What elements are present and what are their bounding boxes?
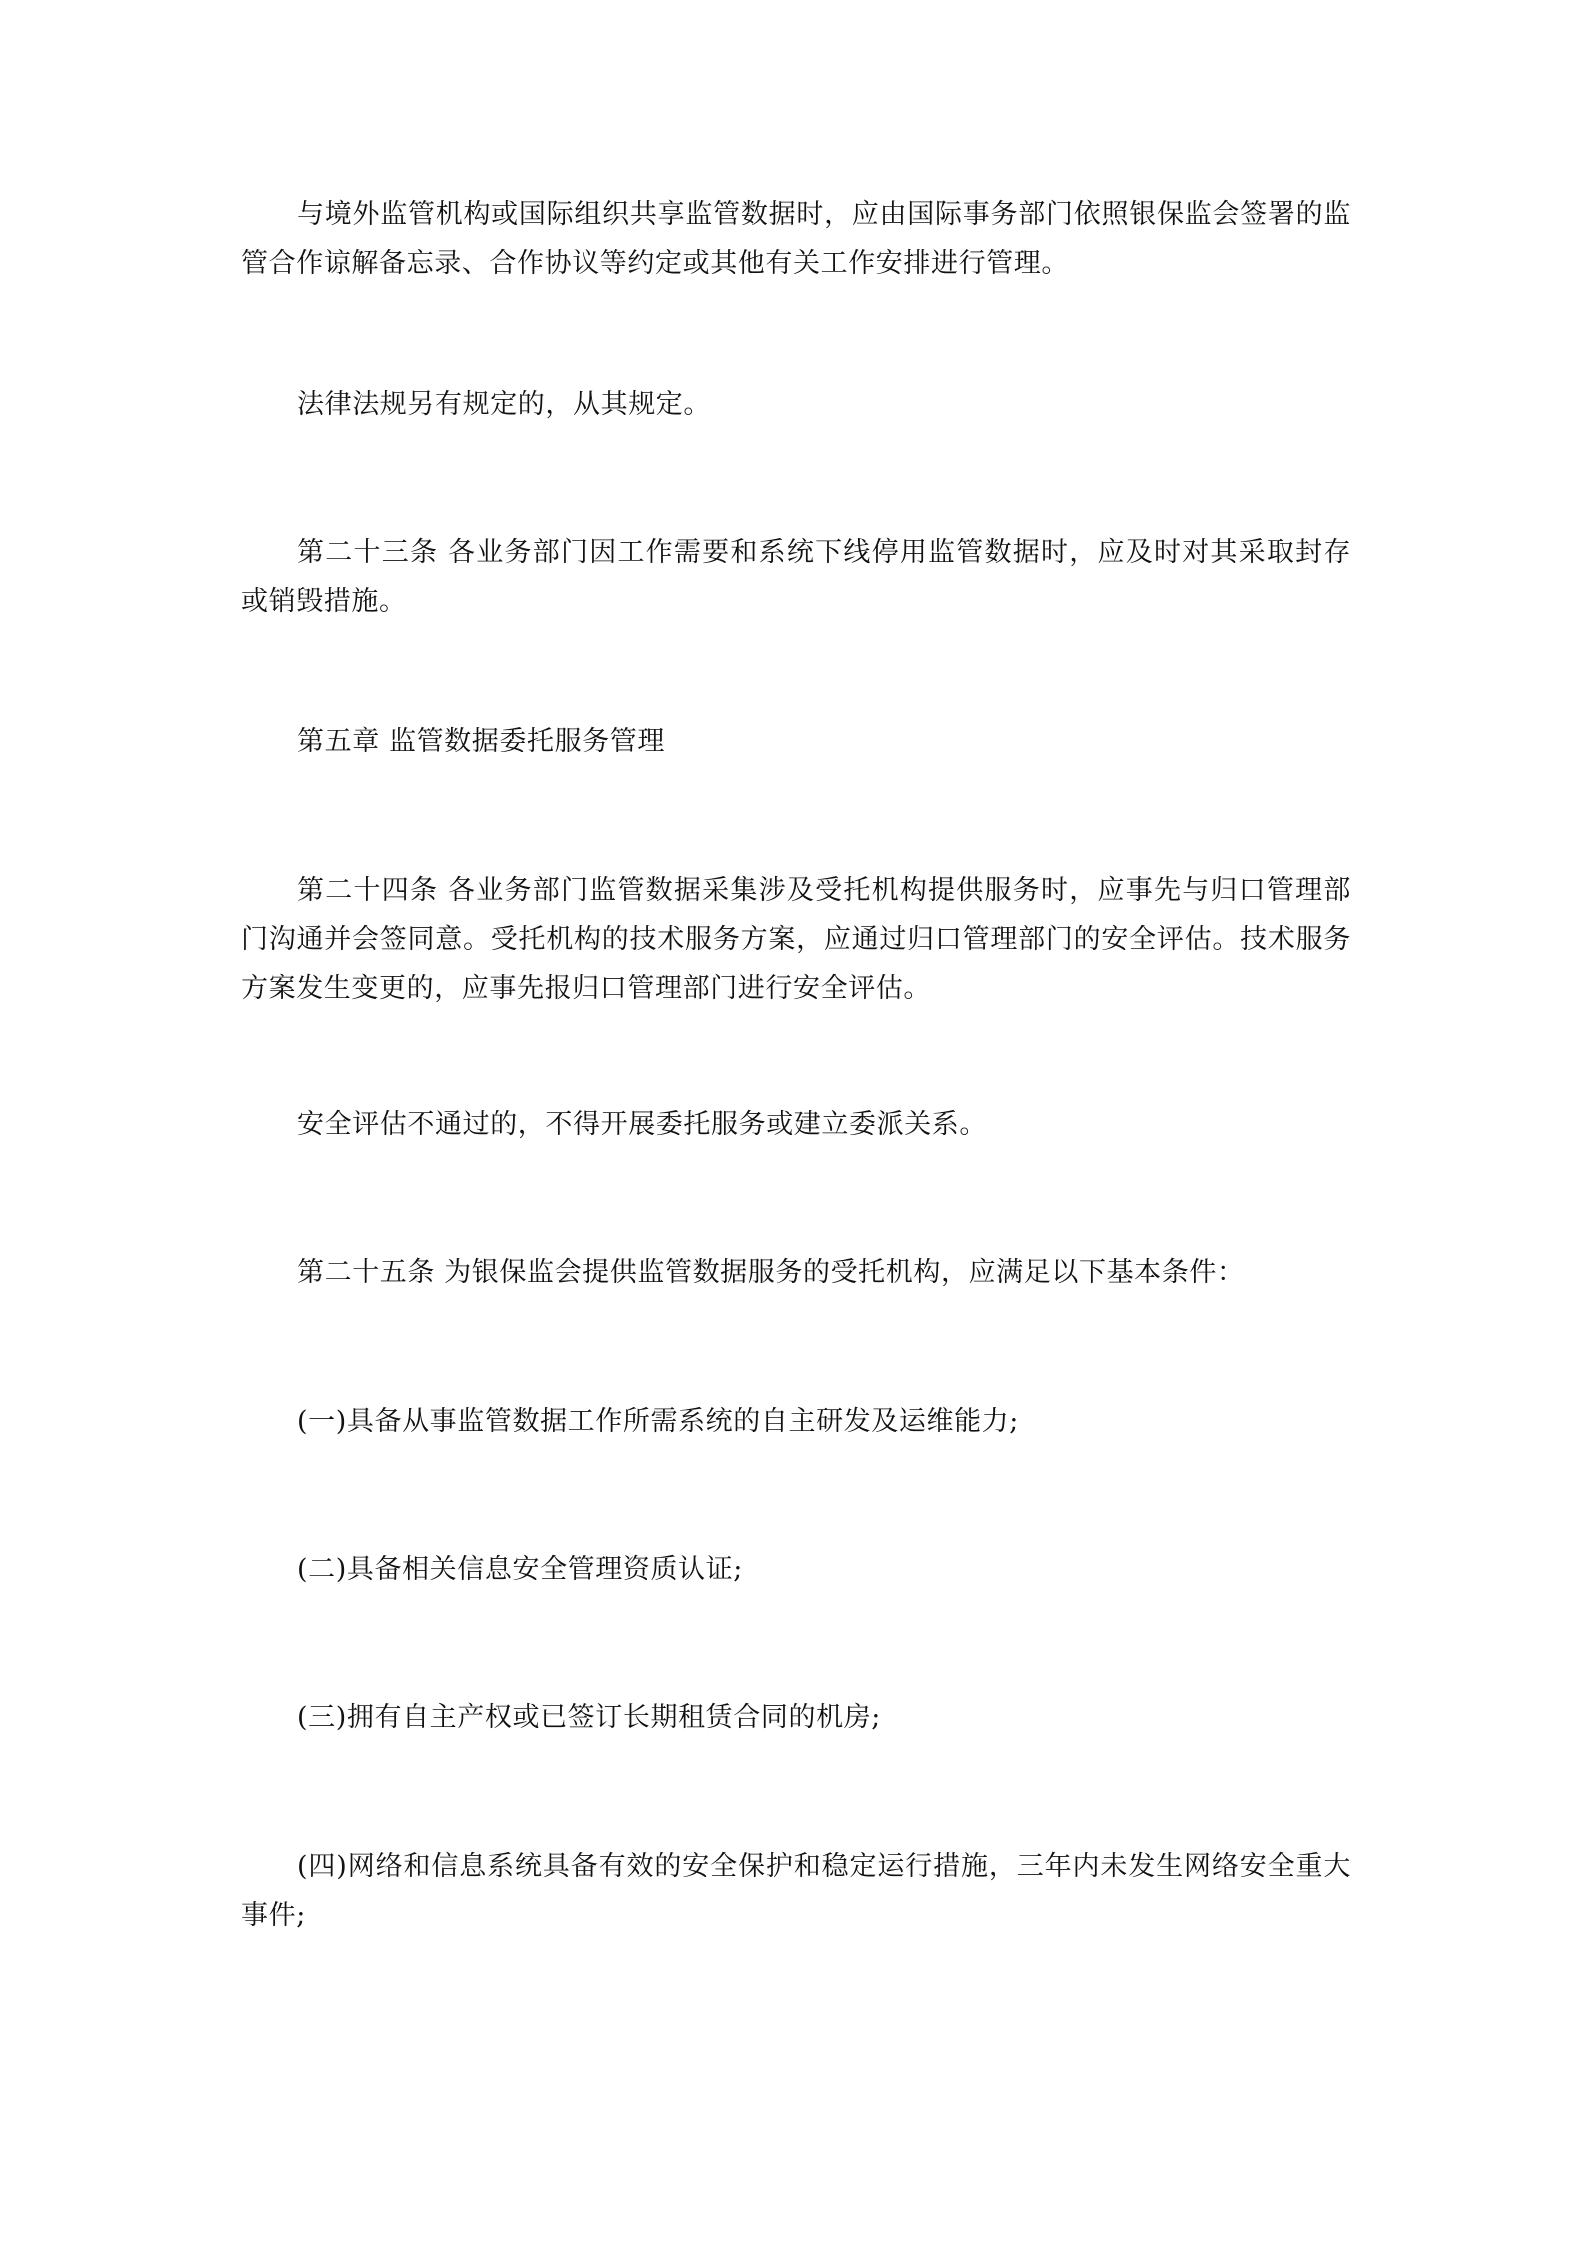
paragraph-data-sharing-overseas: 与境外监管机构或国际组织共享监管数据时，应由国际事务部门依照银保监会签署的监管合作谅解备忘录、合作协议等约定或其他有关工作安排进行管理。: [241, 199, 1351, 279]
paragraph-legal-exception: 法律法规另有规定的，从其规定。: [297, 389, 711, 420]
list-item-condition-1: (一)具备从事监管数据工作所需系统的自主研发及运维能力;: [297, 1406, 1019, 1437]
paragraph-assessment-failure: 安全评估不通过的，不得开展委托服务或建立委派关系。: [297, 1109, 987, 1140]
chapter-heading-5: 第五章 监管数据委托服务管理: [297, 726, 665, 757]
list-item-condition-4: (四)网络和信息系统具备有效的安全保护和稳定运行措施，三年内未发生网络安全重大事件;: [241, 1851, 1351, 1931]
paragraph-article-23: 第二十三条 各业务部门因工作需要和系统下线停用监管数据时，应及时对其采取封存或销毁措施。: [241, 537, 1351, 617]
list-item-condition-3: (三)拥有自主产权或已签订长期租赁合同的机房;: [297, 1702, 881, 1733]
paragraph-article-25: 第二十五条 为银保监会提供监管数据服务的受托机构，应满足以下基本条件：: [297, 1257, 1245, 1288]
paragraph-article-24: 第二十四条 各业务部门监管数据采集涉及受托机构提供服务时，应事先与归口管理部门沟通并会签同意。受托机构的技术服务方案，应通过归口管理部门的安全评估。技术服务方案发生变更的，应事先报归口管理部门进行安全评估。: [241, 875, 1351, 1004]
list-item-condition-2: (二)具备相关信息安全管理资质认证;: [297, 1554, 743, 1585]
